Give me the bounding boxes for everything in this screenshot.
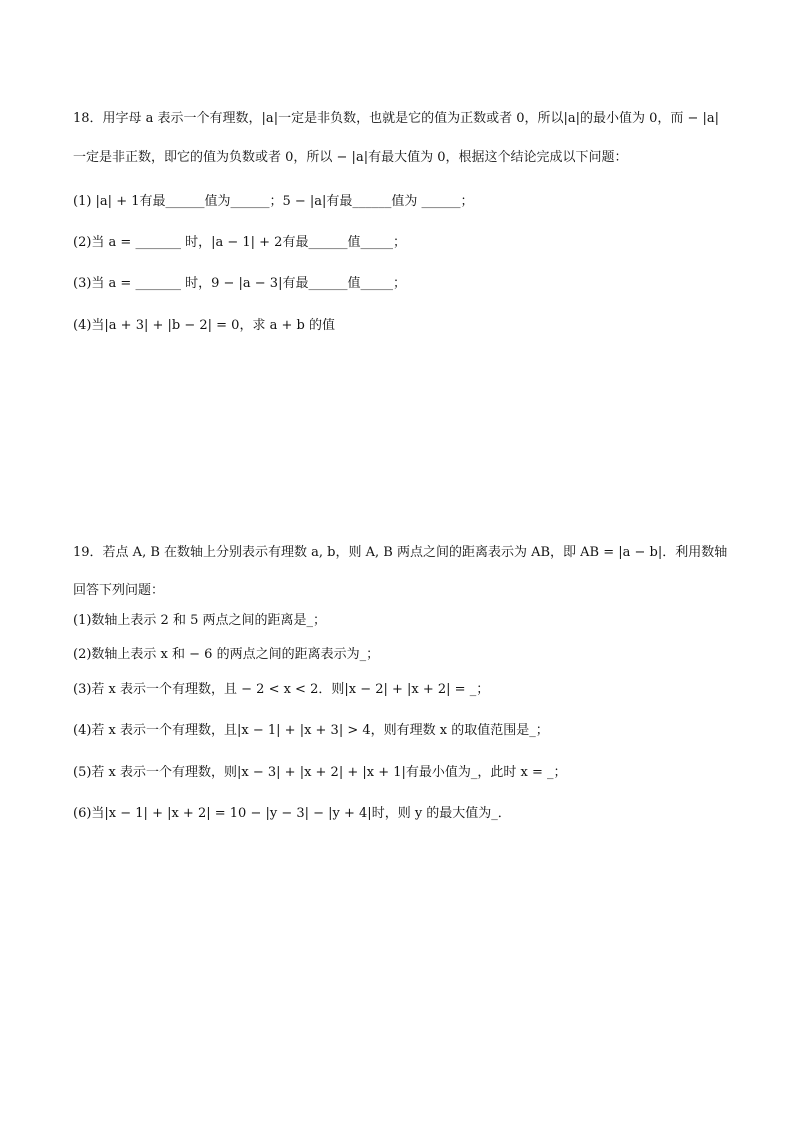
- question-19-part-3: (3)若 x 表示一个有理数，且 − 2 < x < 2．则|x − 2| + |x + 2| = _；: [73, 682, 490, 697]
- question-18-stem-line-1: 18．用字母 a 表示一个有理数，|a|一定是非负数，也就是它的值为正数或者 0，所以|a|的最小值为 0，而 − |a|: [73, 111, 720, 126]
- question-18-part-3: (3)当 a = _______ 时，9 − |a − 3|有最______值_____；: [73, 276, 406, 291]
- question-19-part-5: (5)若 x 表示一个有理数，则|x − 3| + |x + 2| + |x + 1|有最小值为_，此时 x = _；: [73, 765, 567, 780]
- question-18-part-2: (2)当 a = _______ 时，|a − 1| + 2有最______值_____；: [73, 235, 406, 250]
- question-18-part-1: (1) |a| + 1有最______值为______；5 − |a|有最______值为 ______；: [73, 194, 474, 209]
- question-18-stem-line-2: 一定是非正数，即它的值为负数或者 0，所以 − |a|有最大值为 0，根据这个结论完成以下问题：: [73, 150, 628, 165]
- question-19-part-2: (2)数轴上表示 x 和 − 6 的两点之间的距离表示为_；: [73, 647, 380, 662]
- question-18-part-4: (4)当|a + 3| + |b − 2| = 0，求 a + b 的值: [73, 318, 335, 333]
- question-19-part-1: (1)数轴上表示 2 和 5 两点之间的距离是_；: [73, 613, 326, 628]
- question-19-stem-line-2: 回答下列问题：: [73, 583, 165, 598]
- question-19-part-4: (4)若 x 表示一个有理数，且|x − 1| + |x + 3| > 4，则有理数 x 的取值范围是_；: [73, 723, 549, 738]
- question-19-stem-line-1: 19．若点 A, B 在数轴上分别表示有理数 a, b，则 A, B 两点之间的距离表示为 AB，即 AB = |a − b|．利用数轴: [73, 545, 728, 560]
- question-19-part-6: (6)当|x − 1| + |x + 2| = 10 − |y − 3| − |y + 4|时，则 y 的最大值为_．: [73, 806, 511, 821]
